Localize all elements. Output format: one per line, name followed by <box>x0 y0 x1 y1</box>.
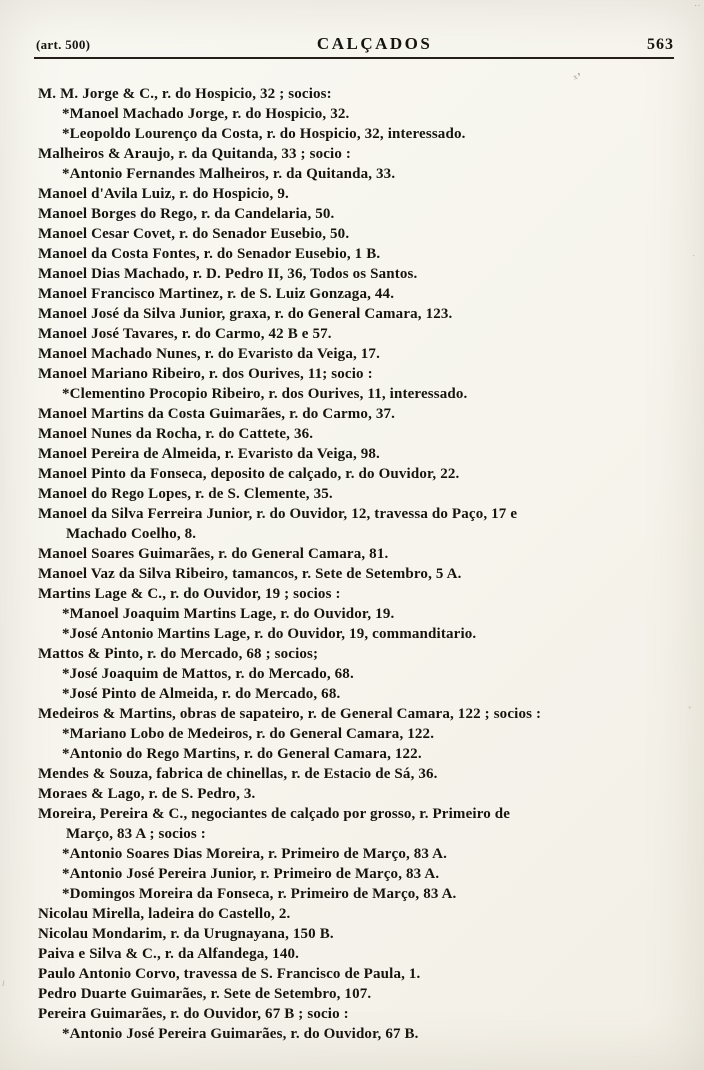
directory-entry: Pereira Guimarães, r. do Ouvidor, 67 B ; socio : <box>38 1006 349 1022</box>
header-rule <box>34 57 674 59</box>
directory-entry: Manoel Borges do Rego, r. da Candelaria, 50. <box>38 206 335 222</box>
directory-entry: Manoel José da Silva Junior, graxa, r. do General Camara, 123. <box>38 306 453 322</box>
directory-entry: *José Joaquim de Mattos, r. do Mercado, 68. <box>62 666 354 682</box>
directory-entry: Mendes & Souza, fabrica de chinellas, r. de Estacio de Sá, 36. <box>38 766 438 782</box>
scan-artifact: ˡ <box>0 977 6 993</box>
directory-entry: Mattos & Pinto, r. do Mercado, 68 ; socios; <box>38 646 319 662</box>
directory-entry: Nicolau Mondarim, r. da Urugnayana, 150 B. <box>38 926 334 942</box>
directory-entry: Março, 83 A ; socios : <box>66 826 206 842</box>
article-reference: (art. 500) <box>36 37 91 52</box>
directory-entry: *Manoel Joaquim Martins Lage, r. do Ouvidor, 19. <box>62 606 395 622</box>
page-title: CALÇADOS <box>316 34 433 53</box>
directory-entry: Paiva e Silva & C., r. da Alfandega, 140. <box>38 946 300 962</box>
directory-entry: Manoel José Tavares, r. do Carmo, 42 B e 57. <box>38 326 332 342</box>
directory-entry: Manoel Nunes da Rocha, r. do Cattete, 36. <box>38 426 314 442</box>
directory-entry: Manoel Martins da Costa Guimarães, r. do Carmo, 37. <box>38 406 396 422</box>
directory-entry: Malheiros & Araujo, r. da Quitanda, 33 ; socio : <box>38 146 352 162</box>
directory-entry: *Leopoldo Lourenço da Costa, r. do Hospicio, 32, interessado. <box>62 126 466 142</box>
directory-entry: Manoel Pereira de Almeida, r. Evaristo da Veiga, 98. <box>38 446 380 462</box>
directory-list <box>38 84 688 1044</box>
directory-entry: *Antonio José Pereira Junior, r. Primeiro de Março, 83 A. <box>62 866 440 882</box>
directory-entry: *José Antonio Martins Lage, r. do Ouvidor, 19, commanditario. <box>62 626 477 642</box>
directory-entry: *Domingos Moreira da Fonseca, r. Primeiro de Março, 83 A. <box>62 886 457 902</box>
directory-entry: *Clementino Procopio Ribeiro, r. dos Ourives, 11, interessado. <box>62 386 468 402</box>
scan-artifact: ˙ <box>692 254 696 265</box>
directory-entry: Manoel da Costa Fontes, r. do Senador Eusebio, 1 B. <box>38 246 381 262</box>
directory-entry: Moraes & Lago, r. de S. Pedro, 3. <box>38 786 256 802</box>
directory-entry: Manoel do Rego Lopes, r. de S. Clemente, 35. <box>38 486 333 502</box>
directory-entry: *Antonio Fernandes Malheiros, r. da Quitanda, 33. <box>62 166 396 182</box>
scan-artifact: ˙˙ <box>694 4 701 15</box>
directory-entry: Manoel Pinto da Fonseca, deposito de calçado, r. do Ouvidor, 22. <box>38 466 460 482</box>
directory-entry: M. M. Jorge & C., r. do Hospicio, 32 ; socios: <box>38 86 332 102</box>
page-number: 563 <box>646 36 674 53</box>
scan-artifact: ˚ <box>688 706 692 717</box>
directory-entry: Manoel Soares Guimarães, r. do General Camara, 81. <box>38 546 389 562</box>
directory-entry: *Antonio Soares Dias Moreira, r. Primeiro de Março, 83 A. <box>62 846 448 862</box>
directory-entry: Manoel d'Avila Luiz, r. do Hospicio, 9. <box>38 186 289 202</box>
directory-entry: Manoel Machado Nunes, r. do Evaristo da Veiga, 17. <box>38 346 380 362</box>
directory-entry: *Manoel Machado Jorge, r. do Hospicio, 32. <box>62 106 350 122</box>
directory-entry: Moreira, Pereira & C., negociantes de calçado por grosso, r. Primeiro de <box>38 806 511 822</box>
directory-entry: Martins Lage & C., r. do Ouvidor, 19 ; socios : <box>38 586 341 602</box>
directory-entry: *Antonio José Pereira Guimarães, r. do Ouvidor, 67 B. <box>62 1026 419 1042</box>
directory-entry: Manoel Vaz da Silva Ribeiro, tamancos, r. Sete de Setembro, 5 A. <box>38 566 462 582</box>
directory-entry: *Antonio do Rego Martins, r. do General Camara, 122. <box>62 746 422 762</box>
directory-entry: Pedro Duarte Guimarães, r. Sete de Setembro, 107. <box>38 986 372 1002</box>
directory-entry: Nicolau Mirella, ladeira do Castello, 2. <box>38 906 291 922</box>
directory-entry: Medeiros & Martins, obras de sapateiro, r. de General Camara, 122 ; socios : <box>38 706 542 722</box>
directory-entry: Manoel Dias Machado, r. D. Pedro II, 36, Todos os Santos. <box>38 266 418 282</box>
directory-entry: Manoel da Silva Ferreira Junior, r. do Ouvidor, 12, travessa do Paço, 17 e <box>38 506 518 522</box>
directory-entry: *José Pinto de Almeida, r. do Mercado, 68. <box>62 686 341 702</box>
directory-entry: Machado Coelho, 8. <box>66 526 197 542</box>
scan-artifact: ˣ’ <box>571 69 585 86</box>
directory-entry: *Mariano Lobo de Medeiros, r. do General Camara, 122. <box>62 726 435 742</box>
page-header <box>36 34 674 54</box>
directory-entry: Manoel Francisco Martinez, r. de S. Luiz Gonzaga, 44. <box>38 286 395 302</box>
directory-entry: Manoel Mariano Ribeiro, r. dos Ourives, 11; socio : <box>38 366 373 382</box>
directory-entry: Manoel Cesar Covet, r. do Senador Eusebio, 50. <box>38 226 350 242</box>
directory-entry: Paulo Antonio Corvo, travessa de S. Francisco de Paula, 1. <box>38 966 421 982</box>
